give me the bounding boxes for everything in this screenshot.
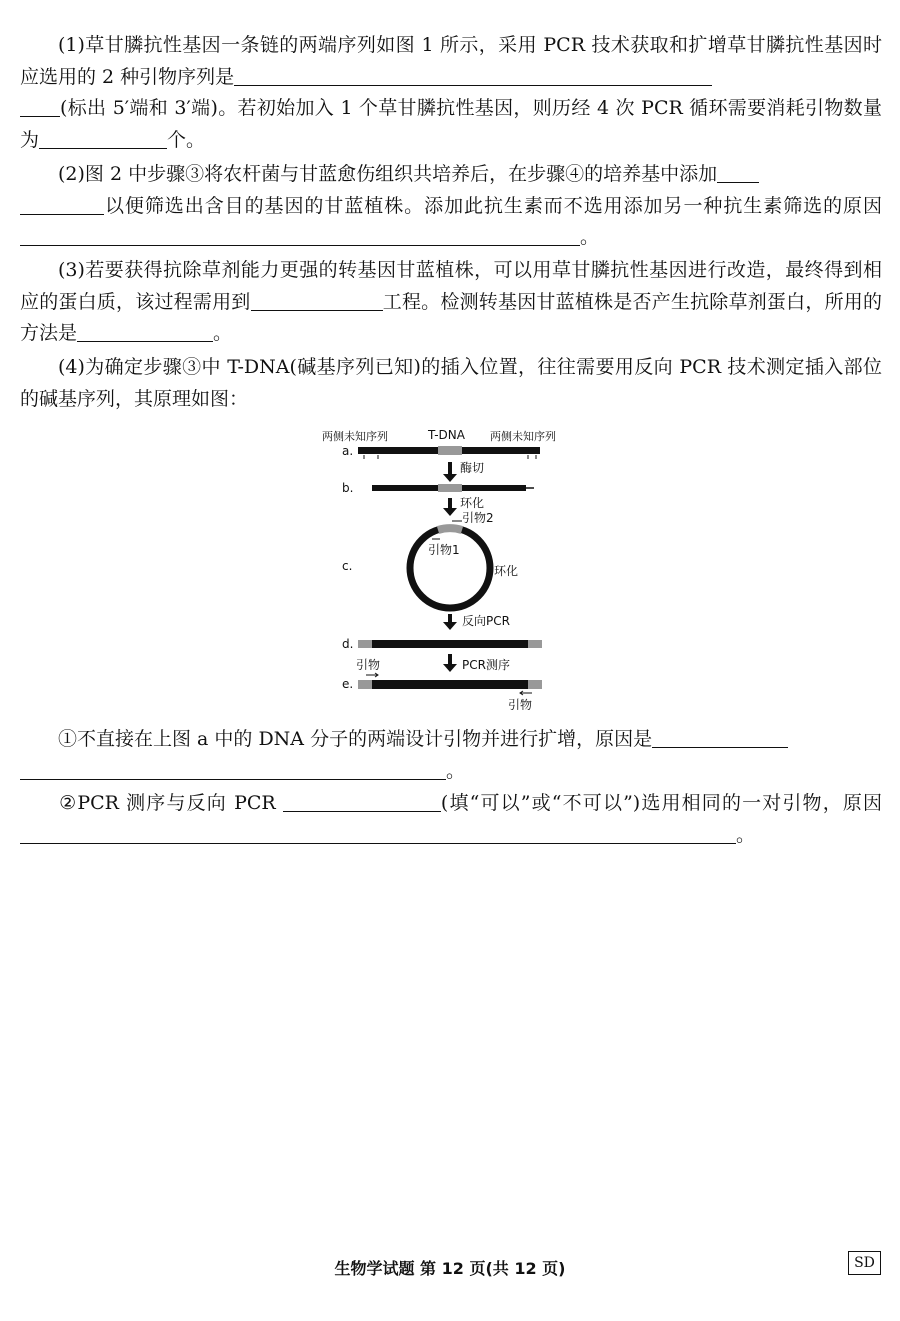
row-d-unknown	[372, 640, 528, 648]
q1-blank-count[interactable]	[39, 128, 167, 149]
q2-blank-antibiotic[interactable]	[717, 162, 759, 183]
primer1-label: 引物1	[428, 543, 460, 557]
arrow-4-head	[443, 664, 457, 672]
q3-blank-method[interactable]	[77, 321, 213, 342]
page-footer: 生物学试题 第 12 页(共 12 页)	[334, 1259, 566, 1278]
arrow-3-head	[443, 622, 457, 630]
step-circularize: 环化	[460, 496, 485, 510]
label-left-flank: 两侧未知序列	[322, 430, 388, 443]
sub2-text-2: (填“可以”或“不可以”)选用相同的一对引物，原因	[440, 792, 882, 814]
row-e-tdna-left	[358, 680, 372, 689]
q3-text-3: 。	[213, 322, 233, 344]
row-d-tdna-left	[358, 640, 372, 648]
circular-tdna-segment	[438, 528, 462, 530]
question-3	[20, 255, 882, 350]
row-e-tdna-right	[528, 680, 542, 689]
q1-text-2: (标出 5′端和 3′端)。若初始加入 1 个草甘膦抗性基因，则历经 4 次 PCR 循环需要消耗引物数量为	[20, 97, 882, 151]
sub1-text-2: 。	[446, 759, 466, 782]
q1-text-1: (1)草甘膦抗性基因一条链的两端序列如图 1 所示，采用 PCR 技术获取和扩增草甘膦抗性基因时应选用的 2 种引物序列是	[20, 34, 882, 88]
sub2-blank-choice[interactable]	[283, 791, 441, 812]
sub2-text-3: 。	[736, 823, 756, 846]
row-a-label: a.	[342, 444, 354, 458]
q2-text-3: 。	[580, 226, 600, 248]
row-b-right-fragment	[462, 485, 526, 491]
circular-dna	[410, 528, 490, 608]
q3-text-2: 工程。检测转基因甘蓝植株是否产生抗除草剂蛋白，所用的方法是	[20, 290, 882, 344]
primer-left-label: 引物	[356, 658, 381, 672]
row-e-unknown	[372, 680, 528, 689]
q1-text-3: 个。	[167, 128, 206, 151]
row-a-right-flank	[462, 447, 540, 454]
question-1	[20, 30, 882, 156]
sub2-text-1: ②PCR 测序与反向 PCR	[58, 792, 276, 814]
q1-blank-primers[interactable]	[234, 65, 712, 86]
question-2	[20, 159, 882, 254]
q2-text-1: (2)图 2 中步骤③将农杆菌与甘蓝愈伤组织共培养后，在步骤④的培养基中添加	[58, 163, 718, 185]
label-tdna: T-DNA	[428, 428, 465, 442]
row-c-label: c.	[342, 559, 353, 573]
step-pcr-sequencing: PCR测序	[462, 658, 510, 672]
q3-text-1: (3)若要获得抗除草剂能力更强的转基因甘蓝植株，可以用草甘膦抗性基因进行改造，最终得到相应的蛋白质，该过程需用到	[20, 259, 882, 313]
label-right-flank: 两侧未知序列	[490, 430, 556, 443]
row-b-left-fragment	[372, 485, 438, 491]
sub2-blank-reason[interactable]	[20, 823, 736, 844]
sub1-blank-reason-cont[interactable]	[20, 759, 446, 780]
primer-left-arrow	[366, 673, 378, 677]
row-a-cut-marks	[364, 455, 536, 459]
q4-text-1: (4)为确定步骤③中 T-DNA(碱基序列已知)的插入位置，往往需要用反向 PCR 技术测定插入部位的碱基序列，其原理如图：	[20, 356, 882, 410]
q2-blank-antibiotic-cont[interactable]	[20, 194, 104, 215]
inverse-pcr-diagram	[320, 418, 588, 718]
question-4	[20, 352, 882, 415]
arrow-1-head	[443, 474, 457, 482]
sub-question-1	[20, 724, 882, 787]
arrow-2-head	[443, 508, 457, 516]
q1-blank-primers-cont[interactable]	[20, 96, 60, 117]
row-b-label: b.	[342, 481, 354, 495]
row-b-tdna	[438, 484, 462, 492]
primer2-label: 引物2	[462, 511, 494, 525]
q2-blank-reason[interactable]	[20, 225, 580, 246]
primer-right-label: 引物	[508, 698, 533, 712]
row-a-tdna	[438, 446, 462, 455]
q3-blank-engineering[interactable]	[251, 290, 383, 311]
circularize-label: 环化	[494, 564, 519, 578]
row-e-label: e.	[342, 677, 354, 691]
sub-question-2	[20, 788, 882, 851]
primer-right-arrow	[520, 691, 532, 695]
exam-code-tag: SD	[848, 1251, 881, 1275]
q2-text-2: 以便筛选出含目的基因的甘蓝植株。添加此抗生素而不选用添加另一种抗生素筛选的原因	[104, 194, 882, 217]
step-cut: 酶切	[460, 461, 485, 475]
step-inverse-pcr: 反向PCR	[462, 614, 510, 628]
sub1-text-1: ①不直接在上图 a 中的 DNA 分子的两端设计引物并进行扩增，原因是	[58, 728, 653, 750]
row-d-tdna-right	[528, 640, 542, 648]
sub1-blank-reason[interactable]	[652, 727, 788, 748]
row-a-left-flank	[358, 447, 438, 454]
row-d-label: d.	[342, 637, 354, 651]
